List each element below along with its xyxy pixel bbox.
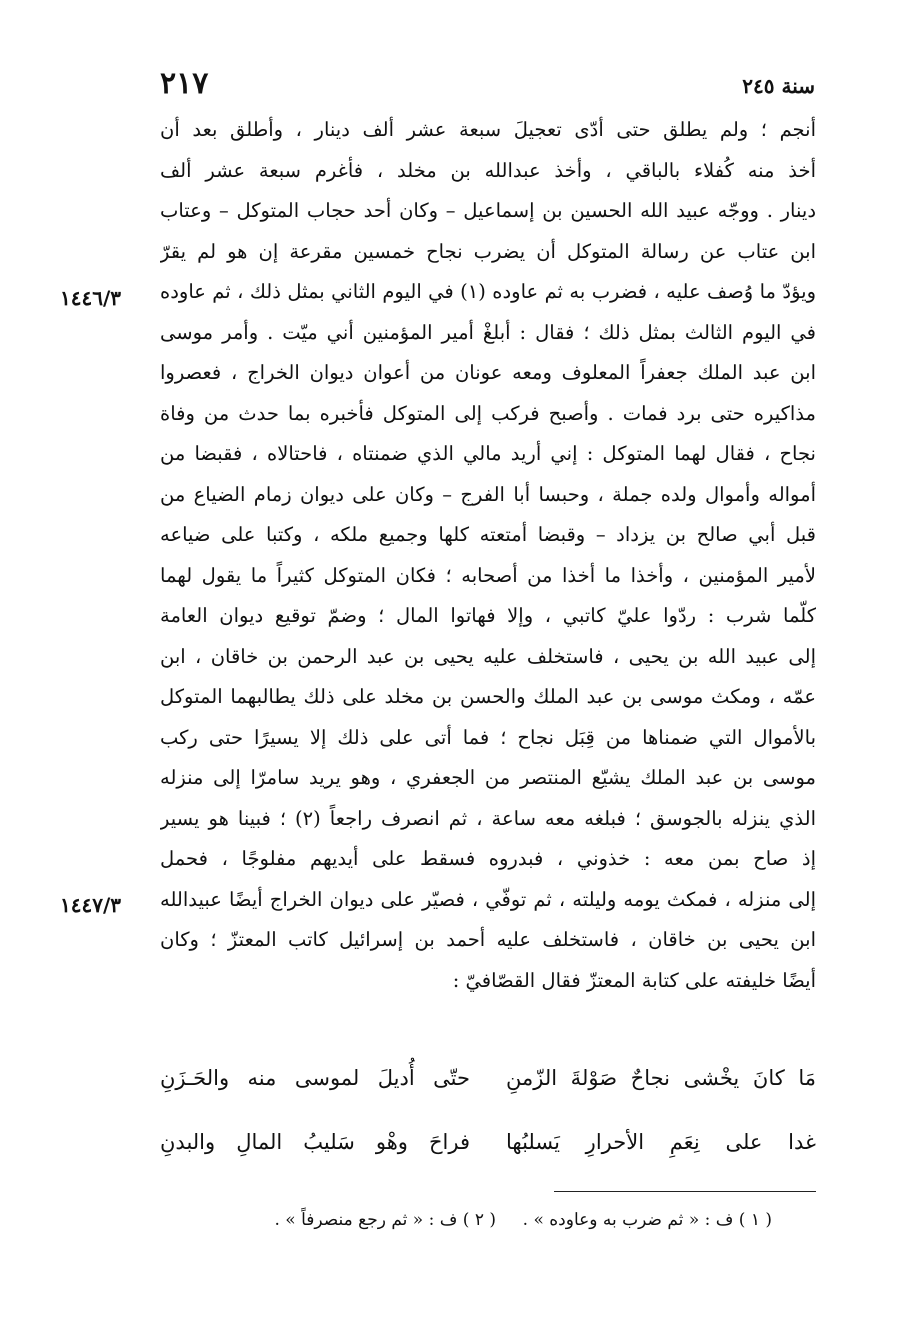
page-number: ٢١٧ bbox=[160, 66, 209, 101]
text-line: مذاكيره حتى برد فمات . وأصبح فركب إلى المتوكل فأخبره بما حدث من وفاة bbox=[160, 401, 816, 425]
text-line: الذي ينزله بالجوسق ؛ فبلغه معه ساعة ، ثم انصرف راجعاً (٢) ؛ فبينا هو يسير bbox=[160, 806, 816, 830]
footnote: ( ١ ) ف : « ثم ضرب به وعاوده » . bbox=[522, 1210, 772, 1230]
text-line: إلى عبيد الله بن يحيى ، فاستخلف عليه يحيى بن عبد الرحمن بن خاقان ، ابن bbox=[160, 644, 816, 668]
text-line: أيضًا خليفته على كتابة المعتزّ فقال القصّافيّ : bbox=[452, 968, 816, 992]
page-header bbox=[160, 66, 815, 102]
text-line: أخذ منه كُفلاء بالباقي ، وأخذ عبدالله بن مخلد ، فأغرم سبعة عشر ألف bbox=[160, 158, 816, 182]
verse-second-hemistich: حتّى أُديلَ لموسى منه والحَـزَنِ bbox=[160, 1066, 470, 1090]
text-line: دينار . ووجّه عبيد الله الحسين بن إسماعيل – وكان أحد حجاب المتوكل – وعتاب bbox=[160, 199, 816, 222]
main-text bbox=[160, 110, 816, 1001]
text-line: لأمير المؤمنين ، وأخذا ما أخذا من أصحابه ؛ فكان المتوكل كثيراً ما يقول لهما bbox=[160, 563, 816, 587]
text-line: إلى منزله ، فمكث يومه وليلته ، ثم توفّي ، فصيّر على ديوان الخراج أيضًا عبيدالله bbox=[160, 887, 816, 911]
footnotes bbox=[160, 1210, 816, 1240]
poem-verse bbox=[160, 1056, 816, 1100]
text-line: ويؤدّ ما وُصف عليه ، فضرب به ثم عاوده (١) في اليوم الثاني بمثل ذلك ، ثم عاوده bbox=[160, 280, 816, 303]
text-line: عمّه ، ومكث موسى بن عبد الملك والحسن بن مخلد على ذلك يطالبهما المتوكل bbox=[160, 685, 816, 708]
footnote: ( ٢ ) ف : « ثم رجع منصرفاً » . bbox=[274, 1210, 496, 1230]
margin-reference: ١٤٤٧/٣ bbox=[60, 893, 122, 917]
text-line: إذ صاح بمن معه : خذوني ، فبدروه فسقط على أيديهم مفلوجًا ، فحمل bbox=[160, 847, 816, 870]
text-line: بالأموال التي ضمناها من قِبَل نجاح ؛ فما أتى على ذلك إلا يسيرًا حتى ركب bbox=[160, 725, 816, 749]
running-head-year: سنة ٢٤٥ bbox=[742, 74, 815, 98]
text-line: ابن عتاب عن رسالة المتوكل أن يضرب نجاح خمسين مقرعة إن هو لم يقرّ bbox=[160, 239, 816, 263]
text-line: في اليوم الثالث بمثل ذلك ؛ فقال : أبلغْ أمير المؤمنين أني ميّت . وأمر موسى bbox=[160, 320, 816, 344]
text-line: كلّما شرب : ردّوا عليّ كاتبي ، وإلا فهاتوا المال ؛ وضمّ توقيع ديوان العامة bbox=[160, 604, 816, 627]
footnote-divider bbox=[554, 1191, 816, 1192]
verse-first-hemistich: غدا على نِعَمِ الأحرارِ يَسلبُها bbox=[506, 1130, 816, 1154]
margin-reference: ١٤٤٦/٣ bbox=[60, 286, 122, 310]
text-line: نجاح ، فقال لهما المتوكل : إني أريد مالي الذي ضمنتاه ، فاحتالاه ، فقبضا من bbox=[160, 442, 816, 465]
verse-first-hemistich: مَا كانَ يخْشى نجاحٌ صَوْلةَ الزّمنِ bbox=[506, 1066, 816, 1090]
text-line: ابن يحيى بن خاقان ، فاستخلف عليه أحمد بن إسرائيل كاتب المعتزّ ؛ وكان bbox=[160, 928, 816, 951]
text-line: أمواله وأموال ولده جملة ، وحبسا أبا الفرج – وكان على ديوان زمام الضياع من bbox=[160, 482, 816, 506]
text-line: قبل أبي صالح بن يزداد – وقبضا أمتعته كلها وجميع ملكه ، وكتبا على ضياعه bbox=[160, 523, 816, 546]
text-line: موسى بن عبد الملك يشيّع المنتصر من الجعفري ، وهو يريد سامرّا إلى منزله bbox=[160, 766, 816, 789]
poem-verse bbox=[160, 1120, 816, 1164]
verse-second-hemistich: فراحَ وهْو سَليبُ المالِ والبدنِ bbox=[160, 1130, 470, 1154]
text-line: أنجم ؛ ولم يطلق حتى أدّى تعجيلَ سبعة عشر ألف دينار ، وأطلق بعد أن bbox=[160, 118, 816, 141]
text-line: ابن عبد الملك جعفراً المعلوف ومعه عونان من أعوان ديوان الخراج ، فعصروا bbox=[160, 361, 816, 384]
